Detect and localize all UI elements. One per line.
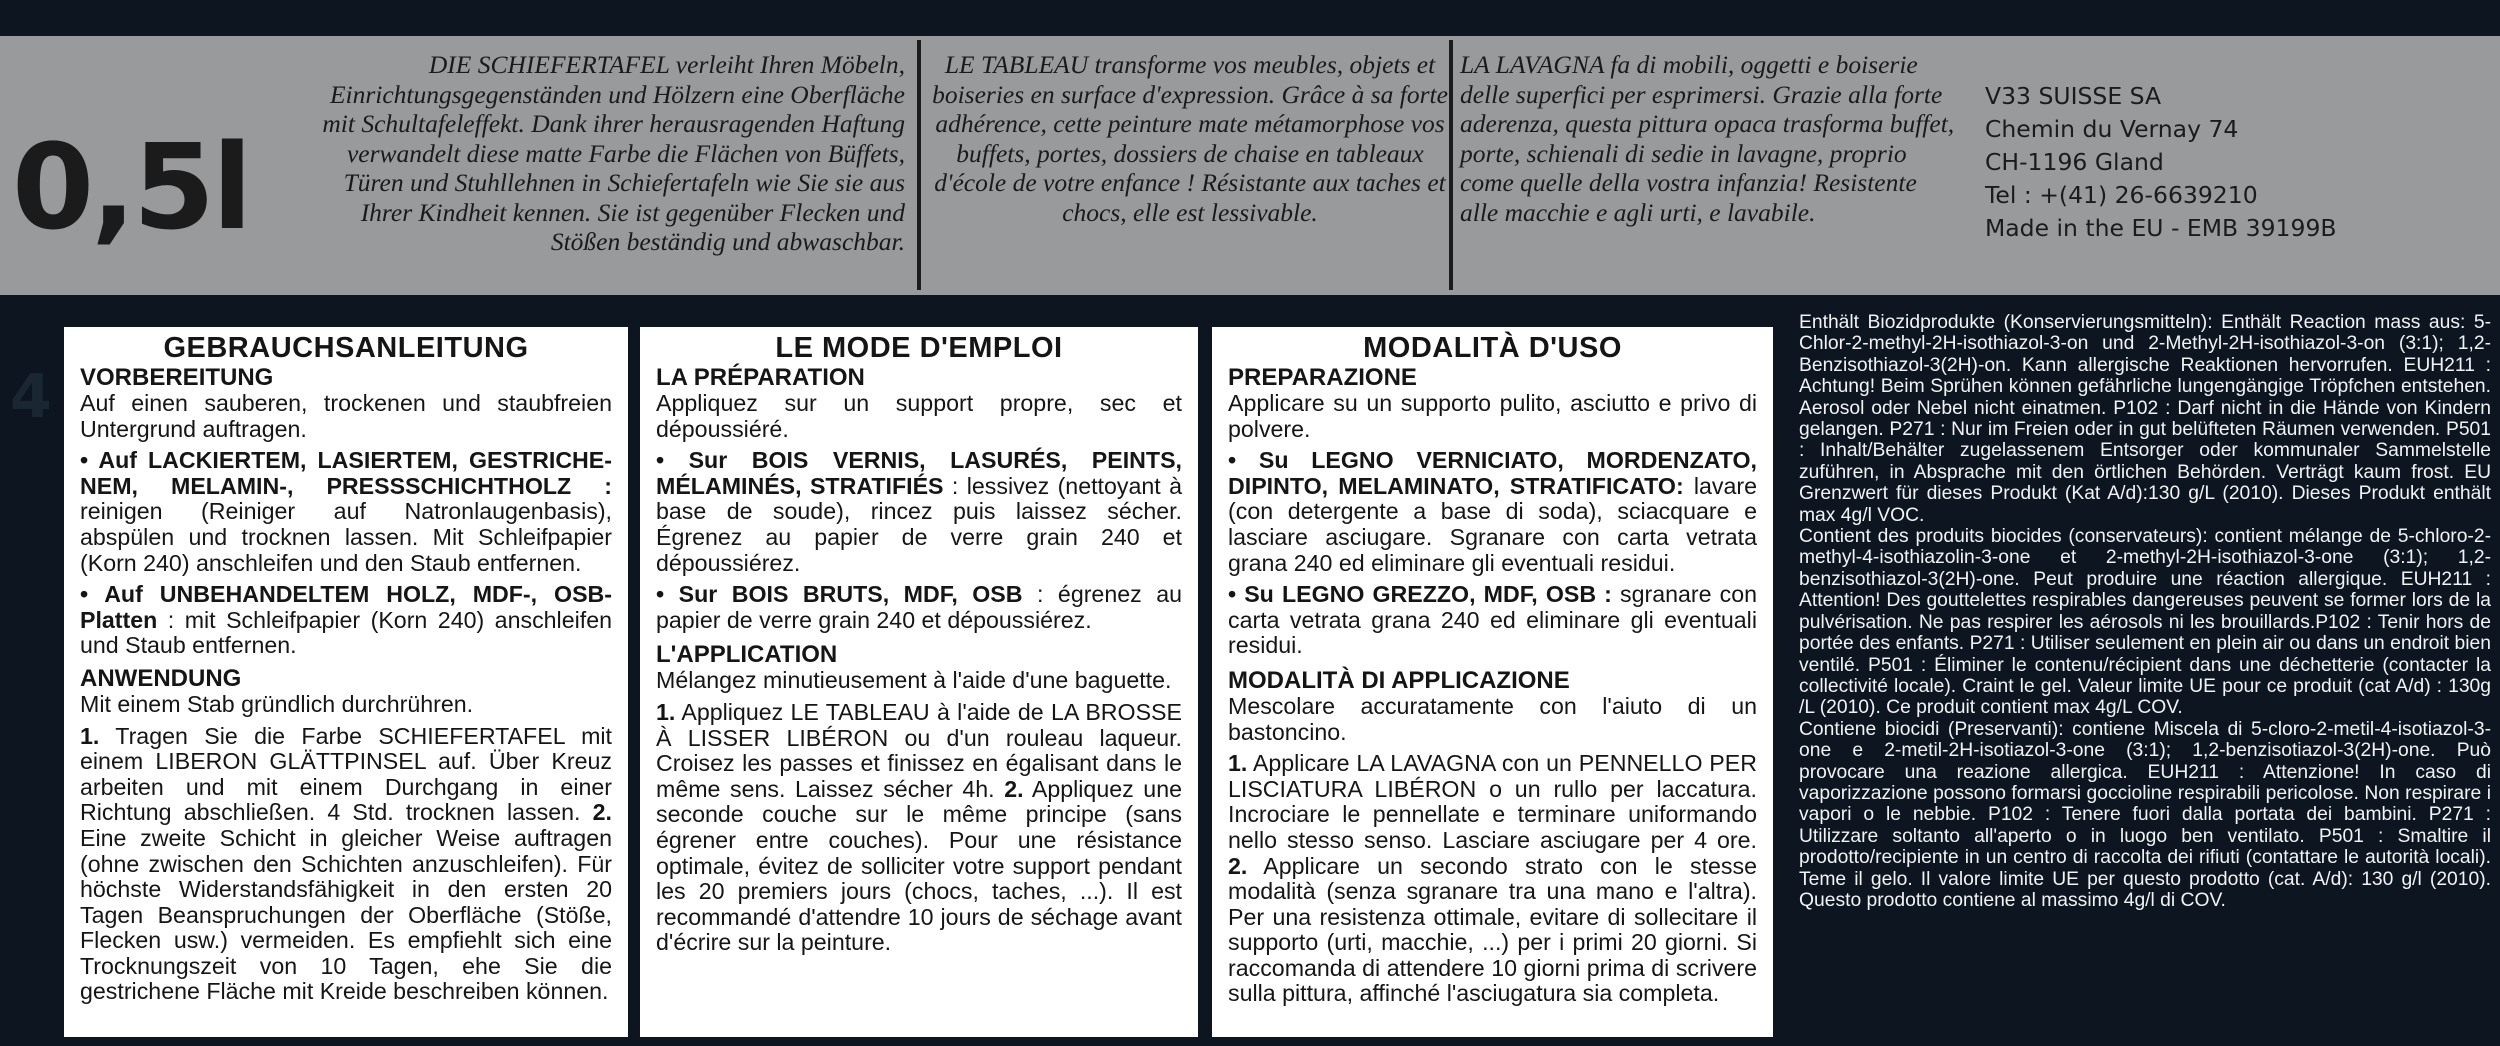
paragraph-text: Eine zweite Schicht in gleicher Weise auftragen (ohne zwischen den Schichten anzuschleifen). Für höchste Widerstandsfähigkeit in den ersten 20 Tagen Beanspruchungen der Oberfläche (Stöße, Flecken usw.) vermeiden. Es empfiehlt sich eine Trocknungszeit von 10 Tagen, ehe Sie die gestrichene Fläche mit Kreide beschreiben können.	[80, 824, 612, 1005]
separator-2	[1449, 40, 1453, 290]
paragraph-text: Appliquez LE TABLEAU à l'aide de LA BROSSE À LISSER LIBÉRON ou d'un rouleau laqueur. Croisez les passes et finissez en égalisant dans le même sens. Laissez sécher 4h.	[656, 698, 1182, 802]
paragraph-text: Applicare LA LAVAGNA con un PENNELLO PER LISCIATURA LIBÉRON o un rullo per laccatura. Incrociare le pennellate e terminare uniformando nello stesso senso. Lasciare asciugare per 4 ore.	[1228, 750, 1757, 853]
step-number: 1.	[80, 722, 100, 749]
separator-1	[917, 40, 921, 290]
address-line: Chemin du Vernay 74	[1985, 115, 2239, 143]
step-number: 1.	[656, 698, 676, 725]
bold-lead: • Su LEGNO VERNICIATO, MORDENZATO, DIPINTO, MELAMINATO, STRATIFICATO:	[1228, 447, 1757, 499]
paragraph	[656, 700, 1182, 956]
address-line: Tel : +(41) 26-6639210	[1985, 181, 2258, 209]
paragraph-text: sgranare con carta vetrata grana 240 ed eliminare gli eventuali residui.	[1228, 581, 1758, 659]
paragraph	[1228, 448, 1757, 576]
paragraph: Mélangez minutieusement à l'aide d'une baguette.	[656, 667, 1172, 694]
paragraph	[656, 448, 1182, 576]
paragraph: Mit einem Stab gründlich durchrühren.	[80, 690, 474, 717]
bold-lead: • Sur BOIS VERNIS, LASURÉS, PEINTS, MÉLAMINÉS, STRATIFIÉS	[656, 447, 1182, 499]
ghost-mark: 4	[10, 362, 52, 432]
paragraph	[80, 448, 612, 576]
paragraph-text: lavare (con detergente a base di soda), sciacquare e lasciare asciugare. Sgranare con carta vetrata grana 240 ed eliminare gli eventuali residui.	[1228, 472, 1757, 576]
safety-french: Contient des produits biocides (conservateurs): contient mélange de 5-chloro-2-methyl-4-isothiazolin-3-one et 2-methyl-2H-isothiazol-3-one (3:1); 1,2-benzisothiazol-3(2H)-one. Peut produire une réaction allergique. EUH211 : Attention! Des gouttelettes respirables dangereuses peuvent se former lors de la pulvérisation. Ne pas respirer les aérosols ni les brouillards.P102 : Tenir hors de portée des enfants. P271 : Utiliser seulement en plein air ou dans un endroit bien ventilé. P501 : Éliminer le contenu/récipient dans une déchetterie (contacter la collectivité locale). Craint le gel. Valeur limite UE pour ce produit (cat A/d) : 130g /L (2010). Ce produit contient max 4g/L COV.	[1799, 526, 2491, 719]
address-line: Made in the EU - EMB 39199B	[1985, 214, 2337, 242]
paragraph	[80, 582, 612, 659]
company-address	[1985, 80, 2337, 245]
safety-italian: Contiene biocidi (Preservanti): contiene Miscela di 5-cloro-2-metil-4-isotiazol-3-one e 2-metil-2H-isotiazol-3-one (3:1); 1,2-benzisotiazol-3(2H)-one. Può provocare una reazione allergica. EUH211 : Attenzione! In caso di vaporizzazione possono formarsi goccioline respirabili pericolose. Non respirare i vapori o le nebbie. P102 : Tenere fuori dalla portata dei bambini. P271 : Utilizzare soltanto all'aperto o in luogo ben ventilato. P501 : Smaltire il prodotto/recipiente in un centro di raccolta dei rifiuti (contattare le autorità locali). Teme il gelo. Il valore limite UE per questo prodotto (cat. A/d): 130 g/l (2010). Questo prodotto contiene al massimo 4g/l di COV.	[1799, 718, 2491, 911]
safety-information	[1799, 312, 2491, 911]
paragraph: Applicare su un supporto pulito, asciutto e privo di polvere.	[1228, 390, 1757, 442]
step-number: 2.	[1228, 852, 1248, 879]
instructions-french-panel	[640, 327, 1198, 1037]
paragraph-text: Tragen Sie die Farbe SCHIEFERTAFEL mit einem LIBERON GLÄTTPINSEL auf. Über Kreuz arbeiten und mit einem Durchgang in einer Richtung abschließen. 4 Std. trocknen lassen.	[80, 722, 612, 826]
panel-title: GEBRAUCHSANLEITUNG	[163, 332, 529, 364]
intro-french: LE TABLEAU transforme vos meubles, objets et boiseries en surface d'expression. Grâce à sa forte adhérence, cette peinture mate métamorphose vos buffets, portes, dossiers de chaise en tableaux d'école de votre enfance ! Résistante aux taches et chocs, elle est lessivable.	[932, 50, 1448, 227]
paragraph-text: : lessivez (nettoyant à base de soude), rincez puis laissez sécher. Égrenez au papier de verre grain 240 et dépoussiérez.	[656, 472, 1182, 576]
step-number: 1.	[1228, 750, 1248, 777]
paragraph-text: Applicare un secondo strato con le stesse modalità (senza sgranare tra una mano e l'altra). Per una resistenza ottimale, evitare di sollecitare il supporto (urti, macchie, ...) per i primi 20 giorni. Si raccomanda di attendere 10 giorni prima di scrivere sulla pittura, affinché l'asciugatura sia completa.	[1228, 852, 1757, 1007]
bold-lead: • Auf LACKIERTEM, LASIERTEM, GESTRICHE-NEM, MELAMIN-, PRESSSCHICHTHOLZ :	[80, 447, 612, 499]
intro-italian: LA LAVAGNA fa di mobili, oggetti e boiserie delle superfici per esprimersi. Grazie alla forte aderenza, questa pittura opaca trasforma buffet, porte, schienali di sedie in lavagne, proprio come quelle della vostra infanzia! Resistente alle macchie e agli urti, e lavabile.	[1460, 50, 1955, 227]
paragraph: Auf einen sauberen, trockenen und staubfreien Untergrund auftragen.	[80, 390, 612, 442]
bold-lead: • Sur BOIS BRUTS, MDF, OSB	[656, 581, 1023, 608]
paragraph: Mescolare accuratamente con l'aiuto di un bastoncino.	[1228, 692, 1757, 745]
section-heading: PREPARAZIONE	[1228, 364, 1417, 391]
bold-lead: • Auf UNBEHANDELTEM HOLZ, MDF-, OSB-Platten	[80, 581, 612, 633]
panel-title: MODALITÀ D'USO	[1363, 332, 1622, 364]
bold-lead: • Su LEGNO GREZZO, MDF, OSB :	[1228, 581, 1612, 608]
instructions-italian-panel	[1212, 327, 1773, 1037]
paragraph-text: Appliquez une seconde couche sur le même principe (sans égrener entre couches). Pour une résistance optimale, évitez de solliciter votre support pendant les 20 premiers jours (chocs, taches, ...). Il est recommandé d'attendre 10 jours de séchage avant d'écrire sur la peinture.	[656, 775, 1182, 956]
section-heading: VORBEREITUNG	[80, 364, 274, 391]
section-heading: LA PRÉPARATION	[656, 364, 865, 391]
address-line: V33 SUISSE SA	[1985, 82, 2162, 110]
safety-german: Enthält Biozidprodukte (Konservierungsmitteln): Enthält Reaction mass aus: 5-Chlor-2-methyl-2H-isothiazol-3-on und 2-Methyl-2H-isothiazol-3-on (3:1); 1,2-Benzisothiazol-3(2H)-on. Kann allergische Reaktionen hervorrufen. EUH211 : Achtung! Beim Sprühen können gefährliche lungengängige Tröpfchen entstehen. Aerosol oder Nebel nicht einatmen. P102 : Darf nicht in die Hände von Kindern gelangen. P271 : Nur im Freien oder in gut belüfteten Räumen verwenden. P501 : Inhalt/Behälter zugelassenem Entsorger oder kommunaler Sammelstelle zuführen, in Absprache mit den örtlichen Behörden. Verträgt kaum frost. EU Grenzwert für dieses Produkt (Kat A/d):130 g/L (2010). Dieses Produkt enthält max 4g/l VOC.	[1799, 312, 2491, 526]
paragraph-text: : mit Schleifpapier (Korn 240) anschleifen und Staub entfernen.	[80, 606, 612, 659]
paragraph	[1228, 582, 1757, 659]
panel-title: LE MODE D'EMPLOI	[775, 332, 1063, 364]
section-heading: ANWENDUNG	[80, 664, 242, 692]
paragraph	[656, 582, 1182, 633]
paragraph-text: reinigen (Reiniger auf Natronlaugenbasis), abspülen und trocknen lassen. Mit Schleifpapier (Korn 240) anschleifen und den Staub entfernen.	[80, 498, 612, 576]
step-number: 2.	[592, 799, 612, 826]
volume-label: 0,5l	[12, 118, 250, 256]
instructions-german-panel	[64, 327, 628, 1037]
paragraph	[1228, 751, 1757, 1007]
address-line: CH-1196 Gland	[1985, 148, 2164, 176]
section-heading: L'APPLICATION	[656, 641, 838, 669]
paragraph	[80, 724, 612, 1006]
paragraph-text: : égrenez au papier de verre grain 240 et dépoussiérez.	[656, 581, 1182, 633]
section-heading: MODALITÀ DI APPLICAZIONE	[1228, 666, 1570, 694]
paragraph: Appliquez sur un support propre, sec et dépoussiéré.	[656, 390, 1182, 442]
intro-german: DIE SCHIEFERTAFEL verleiht Ihren Möbeln, Einrichtungsgegenständen und Hölzern eine Oberfläche mit Schultafeleffekt. Dank ihrer herausragenden Haftung verwandelt diese matte Farbe die Flächen von Büffets, Türen und Stuhllehnen in Schiefertafeln wie Sie sie aus Ihrer Kindheit kennen. Sie ist gegenüber Flecken und Stößen beständig und abwaschbar.	[322, 50, 905, 256]
step-number: 2.	[1004, 775, 1024, 802]
